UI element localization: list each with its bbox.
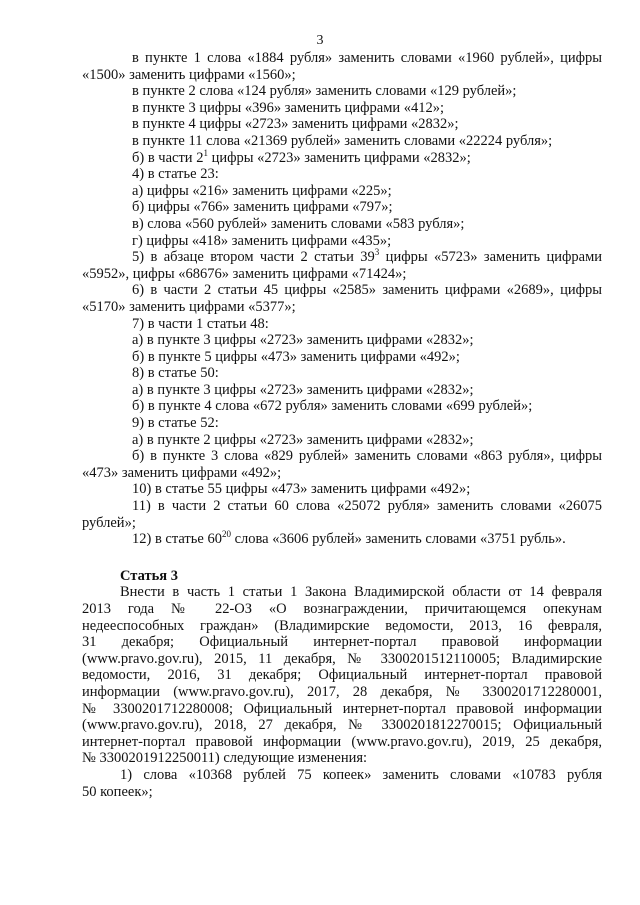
text-line: 12) в статье $60^{20}$ слова «3606 рублей» заменить словами «3751 рубль». (132, 529, 566, 548)
text-line: № 3300201912250011) следующие изменения: (82, 750, 368, 767)
text-line: а) в пункте 3 цифры «2723» заменить цифрами «2832»; (132, 332, 474, 349)
document-body (82, 50, 602, 800)
article-heading: Статья 3 (120, 567, 178, 584)
text-line: а) в пункте 3 цифры «2723» заменить цифрами «2832»; (132, 381, 474, 398)
text-line: Внести в часть 1 статьи 1 Закона Владимирской области от 14 февраля (120, 584, 602, 601)
text-line: «5952», цифры «68676» заменить цифрами «71424»; (82, 265, 407, 282)
text-line: 6) в части 2 статьи 45 цифры «2585» заменить цифрами «2689», цифры (132, 282, 602, 299)
text-line: рублей»; (82, 514, 136, 531)
text-line: а) в пункте 2 цифры «2723» заменить цифрами «2832»; (132, 431, 474, 448)
text-line: «1500» заменить цифрами «1560»; (82, 66, 296, 83)
text-line: б) в пункте 4 слова «672 рубля» заменить словами «699 рублей»; (132, 398, 533, 415)
text-line: б) цифры «766» заменить цифрами «797»; (132, 199, 393, 216)
text-line: интернет-портал правовой информации (www.pravo.gov.ru), 2019, 25 декабря, (82, 733, 602, 750)
text-line: б) в пункте 3 слова «829 рублей» заменить словами «863 рубля», цифры (132, 448, 602, 465)
text-line: 50 копеек»; (82, 783, 153, 800)
article-3-text (82, 584, 602, 800)
text-line: б) в пункте 5 цифры «473» заменить цифрами «492»; (132, 348, 460, 365)
text-line: 1) слова «10368 рублей 75 копеек» заменить словами «10783 рубля (120, 766, 602, 783)
page-number: 3 (316, 33, 324, 48)
text-line: 9) в статье 52: (132, 415, 219, 432)
text-line: информации (www.pravo.gov.ru), 2017, 28 декабря, № 3300201712280001, (82, 683, 602, 700)
text-line: № 3300201712280008; Официальный интернет-портал правовой информации (82, 700, 602, 717)
text-line: (www.pravo.gov.ru), 2018, 27 декабря, № 3300201812270015; Официальный (82, 717, 602, 734)
text-line: 11) в части 2 статьи 60 слова «25072 рубля» заменить словами «26075 (132, 498, 602, 515)
text-line: «473» заменить цифрами «492»; (82, 464, 282, 481)
text-line: в) слова «560 рублей» заменить словами «583 рубля»; (132, 215, 465, 232)
text-line: «5170» заменить цифрами «5377»; (82, 298, 296, 315)
text-line: 7) в части 1 статьи 48: (132, 315, 269, 332)
text-line: а) цифры «216» заменить цифрами «225»; (132, 182, 392, 199)
text-line: 31 декабря; Официальный интернет-портал правовой информации (82, 634, 602, 651)
text-line: в пункте 4 цифры «2723» заменить цифрами «2832»; (132, 116, 459, 133)
text-line: в пункте 11 слова «21369 рублей» заменить словами «22224 рубля»; (132, 132, 553, 149)
text-line: 5) в абзаце втором части 2 статьи $39^3$ цифры «5723» заменить цифрами (132, 247, 603, 266)
text-line: в пункте 2 слова «124 рубля» заменить словами «129 рублей»; (132, 83, 517, 100)
text-line: б) в части $2^1$ цифры «2723» заменить цифрами «2832»; (132, 147, 471, 166)
text-line: ведомости, 2016, 31 декабря; Официальный интернет-портал правовой (82, 667, 602, 684)
text-line: г) цифры «418» заменить цифрами «435»; (132, 232, 392, 249)
text-line: 8) в статье 50: (132, 365, 219, 382)
text-line: 10) в статье 55 цифры «473» заменить цифрами «492»; (132, 481, 471, 498)
amendments-list (82, 50, 602, 548)
text-line: недееспособных граждан» (Владимирские ведомости, 2013, 16 февраля, (82, 617, 602, 634)
text-line: в пункте 3 цифры «396» заменить цифрами «412»; (132, 99, 445, 116)
text-line: 2013 года № 22-ОЗ «О вознаграждении, причитающемся опекунам (82, 601, 602, 617)
text-line: в пункте 1 слова «1884 рубля» заменить словами «1960 рублей», цифры (132, 50, 602, 66)
text-line: 4) в статье 23: (132, 166, 219, 183)
text-line: (www.pravo.gov.ru), 2015, 11 декабря, № 3300201512110005; Владимирские (82, 650, 602, 667)
